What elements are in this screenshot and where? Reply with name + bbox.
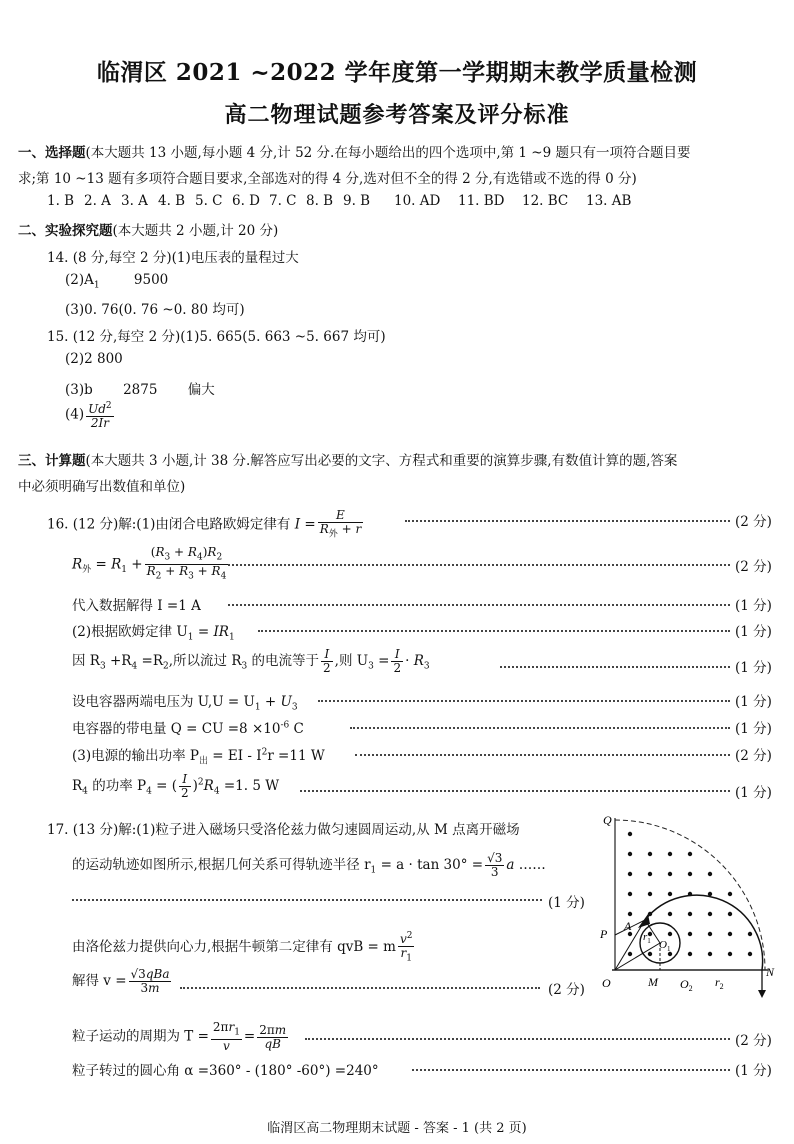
dot-leader <box>305 1038 730 1040</box>
score: (2 分) <box>548 982 585 998</box>
section1-heading: 一、选择题 <box>18 145 86 161</box>
fig-label-r1-text: r <box>643 931 648 943</box>
q16-line3: 代入数据解得 I =1 A <box>72 598 201 614</box>
q16-line4-text: (2)根据欧姆定律 U <box>72 624 188 640</box>
q16-line8: (3)电源的输出功率 $P_出$ = EI - $I^2r =11$ W <box>72 747 325 767</box>
section1-line1 <box>18 141 691 161</box>
field-dot <box>708 952 712 956</box>
field-dot <box>668 892 672 896</box>
q17-line2: 的运动轨迹如图所示,根据几何关系可得轨迹半径 $r_1 = a \cdot \tan 30^\circ$ = $\frac{√3}{3}$ a …… <box>72 851 546 879</box>
q17-line3-text: 由洛伦兹力提供向心力,根据牛顿第二定律有 qvB = m <box>72 939 396 956</box>
field-dot <box>668 852 672 856</box>
answer-item: 13. AB <box>586 193 632 209</box>
field-dot <box>668 932 672 936</box>
q17-line1: 17. (13 分)解:(1)粒子进入磁场只受洛伦兹力做匀速圆周运动,从 M 点离开磁场 <box>47 822 520 838</box>
section2-line <box>18 219 278 239</box>
dot-leader <box>405 520 730 522</box>
answer-item: 1. B <box>47 193 75 209</box>
fig-label-q: Q <box>603 813 612 827</box>
field-dot <box>628 832 632 836</box>
q16-l5d: ,所以流过 R <box>168 653 242 669</box>
q15-part2: (2)2 800 <box>65 351 123 367</box>
section1-desc1: (本大题共 13 小题,每小题 4 分,计 52 分.在每小题给出的四个选项中,第 1 ~9 题只有一项符合题目要 <box>85 145 691 161</box>
fig-label-p: P <box>600 927 608 941</box>
q16-l5b: +R <box>110 653 132 669</box>
answer-item: 4. B <box>158 193 186 209</box>
field-dot <box>728 892 732 896</box>
q16-l5a: 因 R <box>72 653 100 669</box>
answer-list <box>47 193 767 209</box>
field-dot <box>688 872 692 876</box>
q14-part2-value: 9500 <box>133 272 169 288</box>
field-dot <box>648 892 652 896</box>
q16-line8-b: = EI - I <box>208 748 262 764</box>
field-dot <box>648 952 652 956</box>
q16-line8-text: (3)电源的输出功率 P <box>72 748 199 764</box>
q16-line7-text: 电容器的带电量 Q = CU =8 ×10 <box>72 721 281 737</box>
q15-part3 <box>65 378 215 398</box>
score: (1 分) <box>735 785 772 801</box>
field-dot <box>688 852 692 856</box>
q14-part2 <box>65 272 168 291</box>
dot-leader <box>300 790 730 792</box>
field-dot <box>708 932 712 936</box>
field-dot <box>688 952 692 956</box>
section3-desc2: 中必须明确写出数值和单位) <box>18 479 186 495</box>
dot-leader <box>318 700 730 702</box>
field-dot <box>648 872 652 876</box>
q16-line4: (2)根据欧姆定律 $U_1 = IR_1$ <box>72 624 235 643</box>
q16-line7-unit: C <box>289 721 304 737</box>
dot-leader <box>228 564 730 566</box>
q16-l9c: =1. 5 W <box>223 778 280 794</box>
dot-leader <box>412 1069 730 1071</box>
field-dot <box>628 952 632 956</box>
fig-label-o2: $O_2$ <box>680 977 693 993</box>
field-dot <box>748 952 752 956</box>
answer-item: 6. D <box>232 193 260 209</box>
score: (2 分) <box>735 514 772 530</box>
q16-l5c: =R <box>141 653 163 669</box>
fig-label-r2-text: r <box>715 975 720 989</box>
q17-line6: 粒子转过的圆心角 α =360° - (180° -60°) =240° <box>72 1063 379 1079</box>
fig-label-m: M <box>648 975 658 989</box>
q14-part2-sub: 1 <box>93 280 100 291</box>
q16-line8-c: r =11 W <box>267 748 325 764</box>
field-dot <box>668 912 672 916</box>
q17-line4-text: 解得 v = <box>72 973 127 989</box>
score: (2 分) <box>735 1033 772 1049</box>
q15-part4 <box>65 400 116 430</box>
field-dot <box>628 852 632 856</box>
score: (1 分) <box>735 598 772 614</box>
score: (2 分) <box>735 748 772 764</box>
section3-desc1: (本大题共 3 小题,计 38 分.解答应写出必要的文字、方程式和重要的演算步骤,有数值计算的题,答案 <box>85 453 678 469</box>
field-dot <box>728 952 732 956</box>
fig-label-o1-text: O <box>659 939 667 951</box>
field-dot <box>648 852 652 856</box>
q16-l5e: 的电流等于 <box>251 653 320 669</box>
answer-item: 2. A <box>84 193 111 209</box>
fig-label-o: O <box>602 976 611 990</box>
section3-line1 <box>18 449 677 469</box>
q16-line1: 16. (12 分)解:(1)由闭合电路欧姆定律有 I = $\frac{E}{R_外 + r}$ <box>47 508 362 540</box>
score: (1 分) <box>735 721 772 737</box>
q17-line5: 粒子运动的周期为 T = $\frac{2\pi r_1}{v}$ = $\frac{2\pi m}{qB}$ <box>72 1020 287 1054</box>
q15-part3-b: 2875 <box>123 382 158 398</box>
dot-leader <box>180 987 540 989</box>
fig-label-o1: $O_1$ <box>659 939 671 953</box>
field-dot <box>748 932 752 936</box>
answer-item: 7. C <box>269 193 297 209</box>
dot-leader <box>350 727 730 729</box>
q14-part2-label: (2)A <box>65 272 94 288</box>
q16-l9a: R <box>72 778 83 794</box>
q16-line6-text: 设电容器两端电压为 U,U = U <box>72 694 255 710</box>
q16-line9: $R_4$ 的功率 $P_4$ = ( $\frac{I}{2}$ )$^2R_4 =1$. 5 W <box>72 772 280 800</box>
score: (1 分) <box>735 660 772 676</box>
q16-line5: 因 $R_3 +R_4 =R_2$,所以流过 $R_3$ 的电流等于 $\frac{I}{2}$ ,则 $U_3$ = $\frac{I}{2}$ · $R_3$ <box>72 647 430 675</box>
page-subtitle: 高二物理试题参考答案及评分标准 <box>224 102 570 128</box>
page-footer: 临渭区高二物理期末试题 - 答案 - 1 (共 2 页) <box>267 1121 527 1136</box>
q14-part3: (3)0. 76(0. 76 ~0. 80 均可) <box>65 302 245 318</box>
q16-line7 <box>72 717 304 737</box>
magnetic-field-diagram <box>590 810 790 1000</box>
q16-line8-sub: 出 <box>199 756 209 767</box>
q16-line2: $R_外 = R_1$ + $\frac{(R_3 + R_4)R_2}{R_2 + R_3 + R_4}$ <box>72 545 227 582</box>
q17-line2-b: = a · tan 30° = <box>376 857 484 873</box>
field-dot <box>628 892 632 896</box>
fig-label-o2-text: O <box>680 977 689 991</box>
section2-desc: (本大题共 2 小题,计 20 分) <box>112 223 279 239</box>
q16-line6: 设电容器两端电压为 $U,U = U_1 + U_3$ <box>72 694 298 713</box>
answer-item: 8. B <box>306 193 334 209</box>
section3-heading: 三、计算题 <box>18 453 86 469</box>
dot-leader <box>72 899 542 901</box>
field-dot <box>728 932 732 936</box>
fig-label-a: A <box>624 919 632 933</box>
answer-item: 3. A <box>121 193 148 209</box>
field-dot <box>628 912 632 916</box>
score: (1 分) <box>548 895 585 911</box>
q15-head: 15. (12 分,每空 2 分)(1)5. 665(5. 663 ~5. 667 均可) <box>47 329 386 345</box>
fig-label-r1: $r_1$ <box>643 931 651 945</box>
answer-item: 9. B <box>343 193 371 209</box>
q16-l9b: 的功率 P <box>92 778 147 794</box>
dot-leader <box>258 630 730 632</box>
q16-l5f: ,则 U <box>334 653 369 669</box>
dot-leader <box>228 604 730 606</box>
score: (2 分) <box>735 559 772 575</box>
q17-line4: 解得 v = $\frac{\text{√3qBa}}{3m}$ <box>72 967 170 995</box>
field-dot <box>648 932 652 936</box>
field-dot <box>688 932 692 936</box>
dot-leader <box>355 754 730 756</box>
field-dot <box>708 872 712 876</box>
field-dot <box>668 872 672 876</box>
field-dot <box>708 912 712 916</box>
score: (1 分) <box>735 624 772 640</box>
q15-part4-label: (4) <box>65 406 85 423</box>
q15-part3-c: 偏大 <box>187 382 215 398</box>
field-dot <box>688 912 692 916</box>
score: (1 分) <box>735 1063 772 1079</box>
fig-label-r2: $r_2$ <box>715 975 724 991</box>
q16-line1-text: 16. (12 分)解:(1)由闭合电路欧姆定律有 <box>47 516 291 533</box>
page-title: 临渭区 2021 ~2022 学年度第一学期期末教学质量检测 <box>96 59 698 86</box>
q15-part3-a: (3)b <box>65 382 93 398</box>
section1-desc2: 求;第 10 ~13 题有多项符合题目要求,全部选对的得 4 分,选对但不全的得 2 分,有选错或不选的得 0 分) <box>18 171 637 187</box>
answer-item: 11. BD <box>458 193 505 209</box>
answer-item: 5. C <box>195 193 223 209</box>
answer-item: 10. AD <box>394 193 441 209</box>
field-dot <box>728 912 732 916</box>
q16-line7-exp: -6 <box>280 720 290 731</box>
dot-leader <box>500 666 730 668</box>
q15-formula: $\frac{Ud^2}{2Ir}$ <box>88 401 112 430</box>
q17-line3: 由洛伦兹力提供向心力,根据牛顿第二定律有 qvB = m $\frac{v^2}{r_1}$ <box>72 931 413 964</box>
q17-line5-text: 粒子运动的周期为 T = <box>72 1028 209 1045</box>
q17-line2-text: 的运动轨迹如图所示,根据几何关系可得轨迹半径 r <box>72 857 371 873</box>
answer-item: 12. BC <box>522 193 569 209</box>
score: (1 分) <box>735 694 772 710</box>
section2-heading: 二、实验探究题 <box>18 223 113 239</box>
q14-head: 14. (8 分,每空 2 分)(1)电压表的量程过大 <box>47 250 299 266</box>
field-dot <box>628 872 632 876</box>
fig-label-n: N <box>766 965 775 979</box>
